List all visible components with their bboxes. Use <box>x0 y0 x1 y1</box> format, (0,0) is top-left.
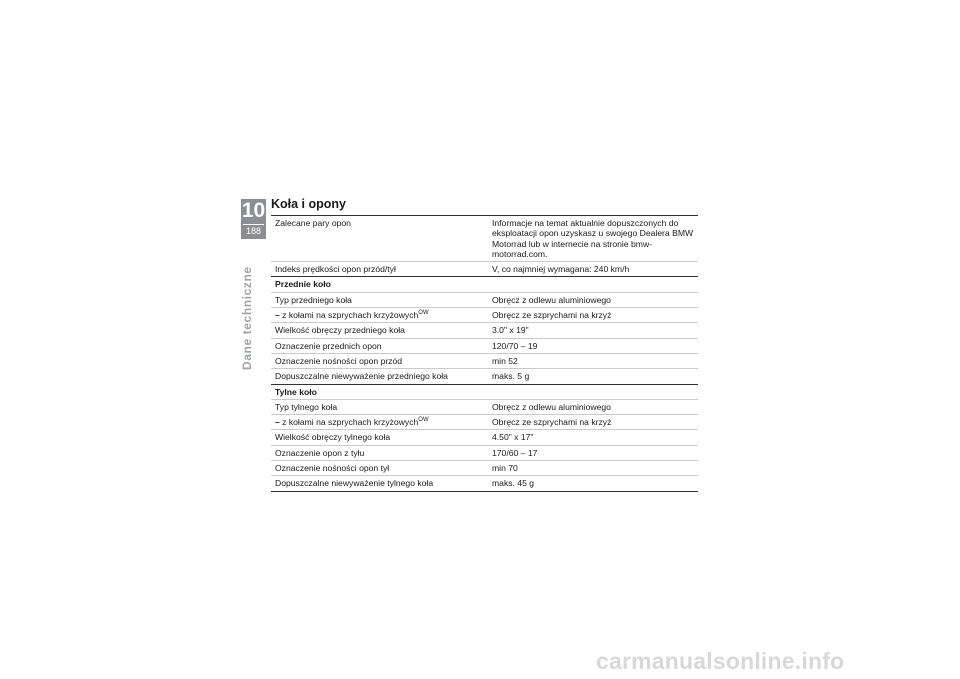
row-value: 120/70 – 19 <box>488 338 698 353</box>
chapter-badge <box>241 199 266 239</box>
table-row <box>271 308 698 323</box>
chapter-number: 10 <box>241 199 266 222</box>
front-wheel-heading: Przednie koło <box>271 277 698 292</box>
row-value: maks. 45 g <box>488 476 698 491</box>
row-label: Oznaczenie przednich opon <box>271 338 488 353</box>
row-value: Obręcz z odlewu aluminiowego <box>488 399 698 414</box>
table-row <box>271 292 698 307</box>
watermark: carmanualsonline.info <box>596 648 845 674</box>
row-value: maks. 5 g <box>488 369 698 384</box>
option-code: OW <box>418 310 429 317</box>
row-value: Obręcz ze szprychami na krzyż <box>488 308 698 323</box>
row-label: Wielkość obręczy tylnego koła <box>271 430 488 445</box>
table-row <box>271 415 698 430</box>
row-value: min 70 <box>488 461 698 476</box>
table-row <box>271 430 698 445</box>
section-title: Koła i opony <box>271 197 346 211</box>
dash-marker: – <box>275 310 280 321</box>
table-row <box>271 445 698 460</box>
table-row <box>271 369 698 384</box>
option-label: z kołami na szprychach krzyżowych <box>279 417 419 428</box>
row-value: Obręcz ze szprychami na krzyż <box>488 415 698 430</box>
row-label: Typ przedniego koła <box>271 292 488 307</box>
row-label: Zalecane pary opon <box>271 216 488 262</box>
table-row <box>271 323 698 338</box>
option-label: z kołami na szprychach krzyżowych <box>279 310 419 321</box>
chapter-side-label: Dane techniczne <box>240 266 254 370</box>
rear-wheel-heading-row <box>271 384 698 399</box>
row-value: Obręcz z odlewu aluminiowego <box>488 292 698 307</box>
row-label-option <box>271 308 488 323</box>
table-row <box>271 353 698 368</box>
table-row <box>271 338 698 353</box>
row-label: Wielkość obręczy przedniego koła <box>271 323 488 338</box>
spec-table <box>271 215 698 492</box>
rear-wheel-heading: Tylne koło <box>271 384 698 399</box>
table-row <box>271 262 698 277</box>
table-row <box>271 399 698 414</box>
option-code: OW <box>418 417 429 424</box>
row-label: Dopuszczalne niewyważenie przedniego koła <box>271 369 488 384</box>
dash-marker: – <box>275 417 280 428</box>
row-label: Oznaczenie opon z tyłu <box>271 445 488 460</box>
row-label: Indeks prędkości opon przód/tył <box>271 262 488 277</box>
row-label-option <box>271 415 488 430</box>
row-value: 170/60 – 17 <box>488 445 698 460</box>
row-value: min 52 <box>488 353 698 368</box>
row-value: V, co najmniej wymagana: 240 km/h <box>488 262 698 277</box>
row-label: Oznaczenie nośności opon przód <box>271 353 488 368</box>
page-number: 188 <box>243 224 264 237</box>
row-value: 4.50" x 17" <box>488 430 698 445</box>
row-value: Informacje na temat aktualnie dopuszczonych do eksploatacji opon uzyskasz u swojego Dealera BMW Motorrad lub w internecie na stronie bmw-motorrad.com. <box>488 216 698 262</box>
front-wheel-heading-row <box>271 277 698 292</box>
row-label: Oznaczenie nośności opon tył <box>271 461 488 476</box>
table-row <box>271 216 698 262</box>
row-label: Typ tylnego koła <box>271 399 488 414</box>
row-label: Dopuszczalne niewyważenie tylnego koła <box>271 476 488 491</box>
row-value: 3.0" x 19" <box>488 323 698 338</box>
table-row <box>271 461 698 476</box>
table-row <box>271 476 698 491</box>
